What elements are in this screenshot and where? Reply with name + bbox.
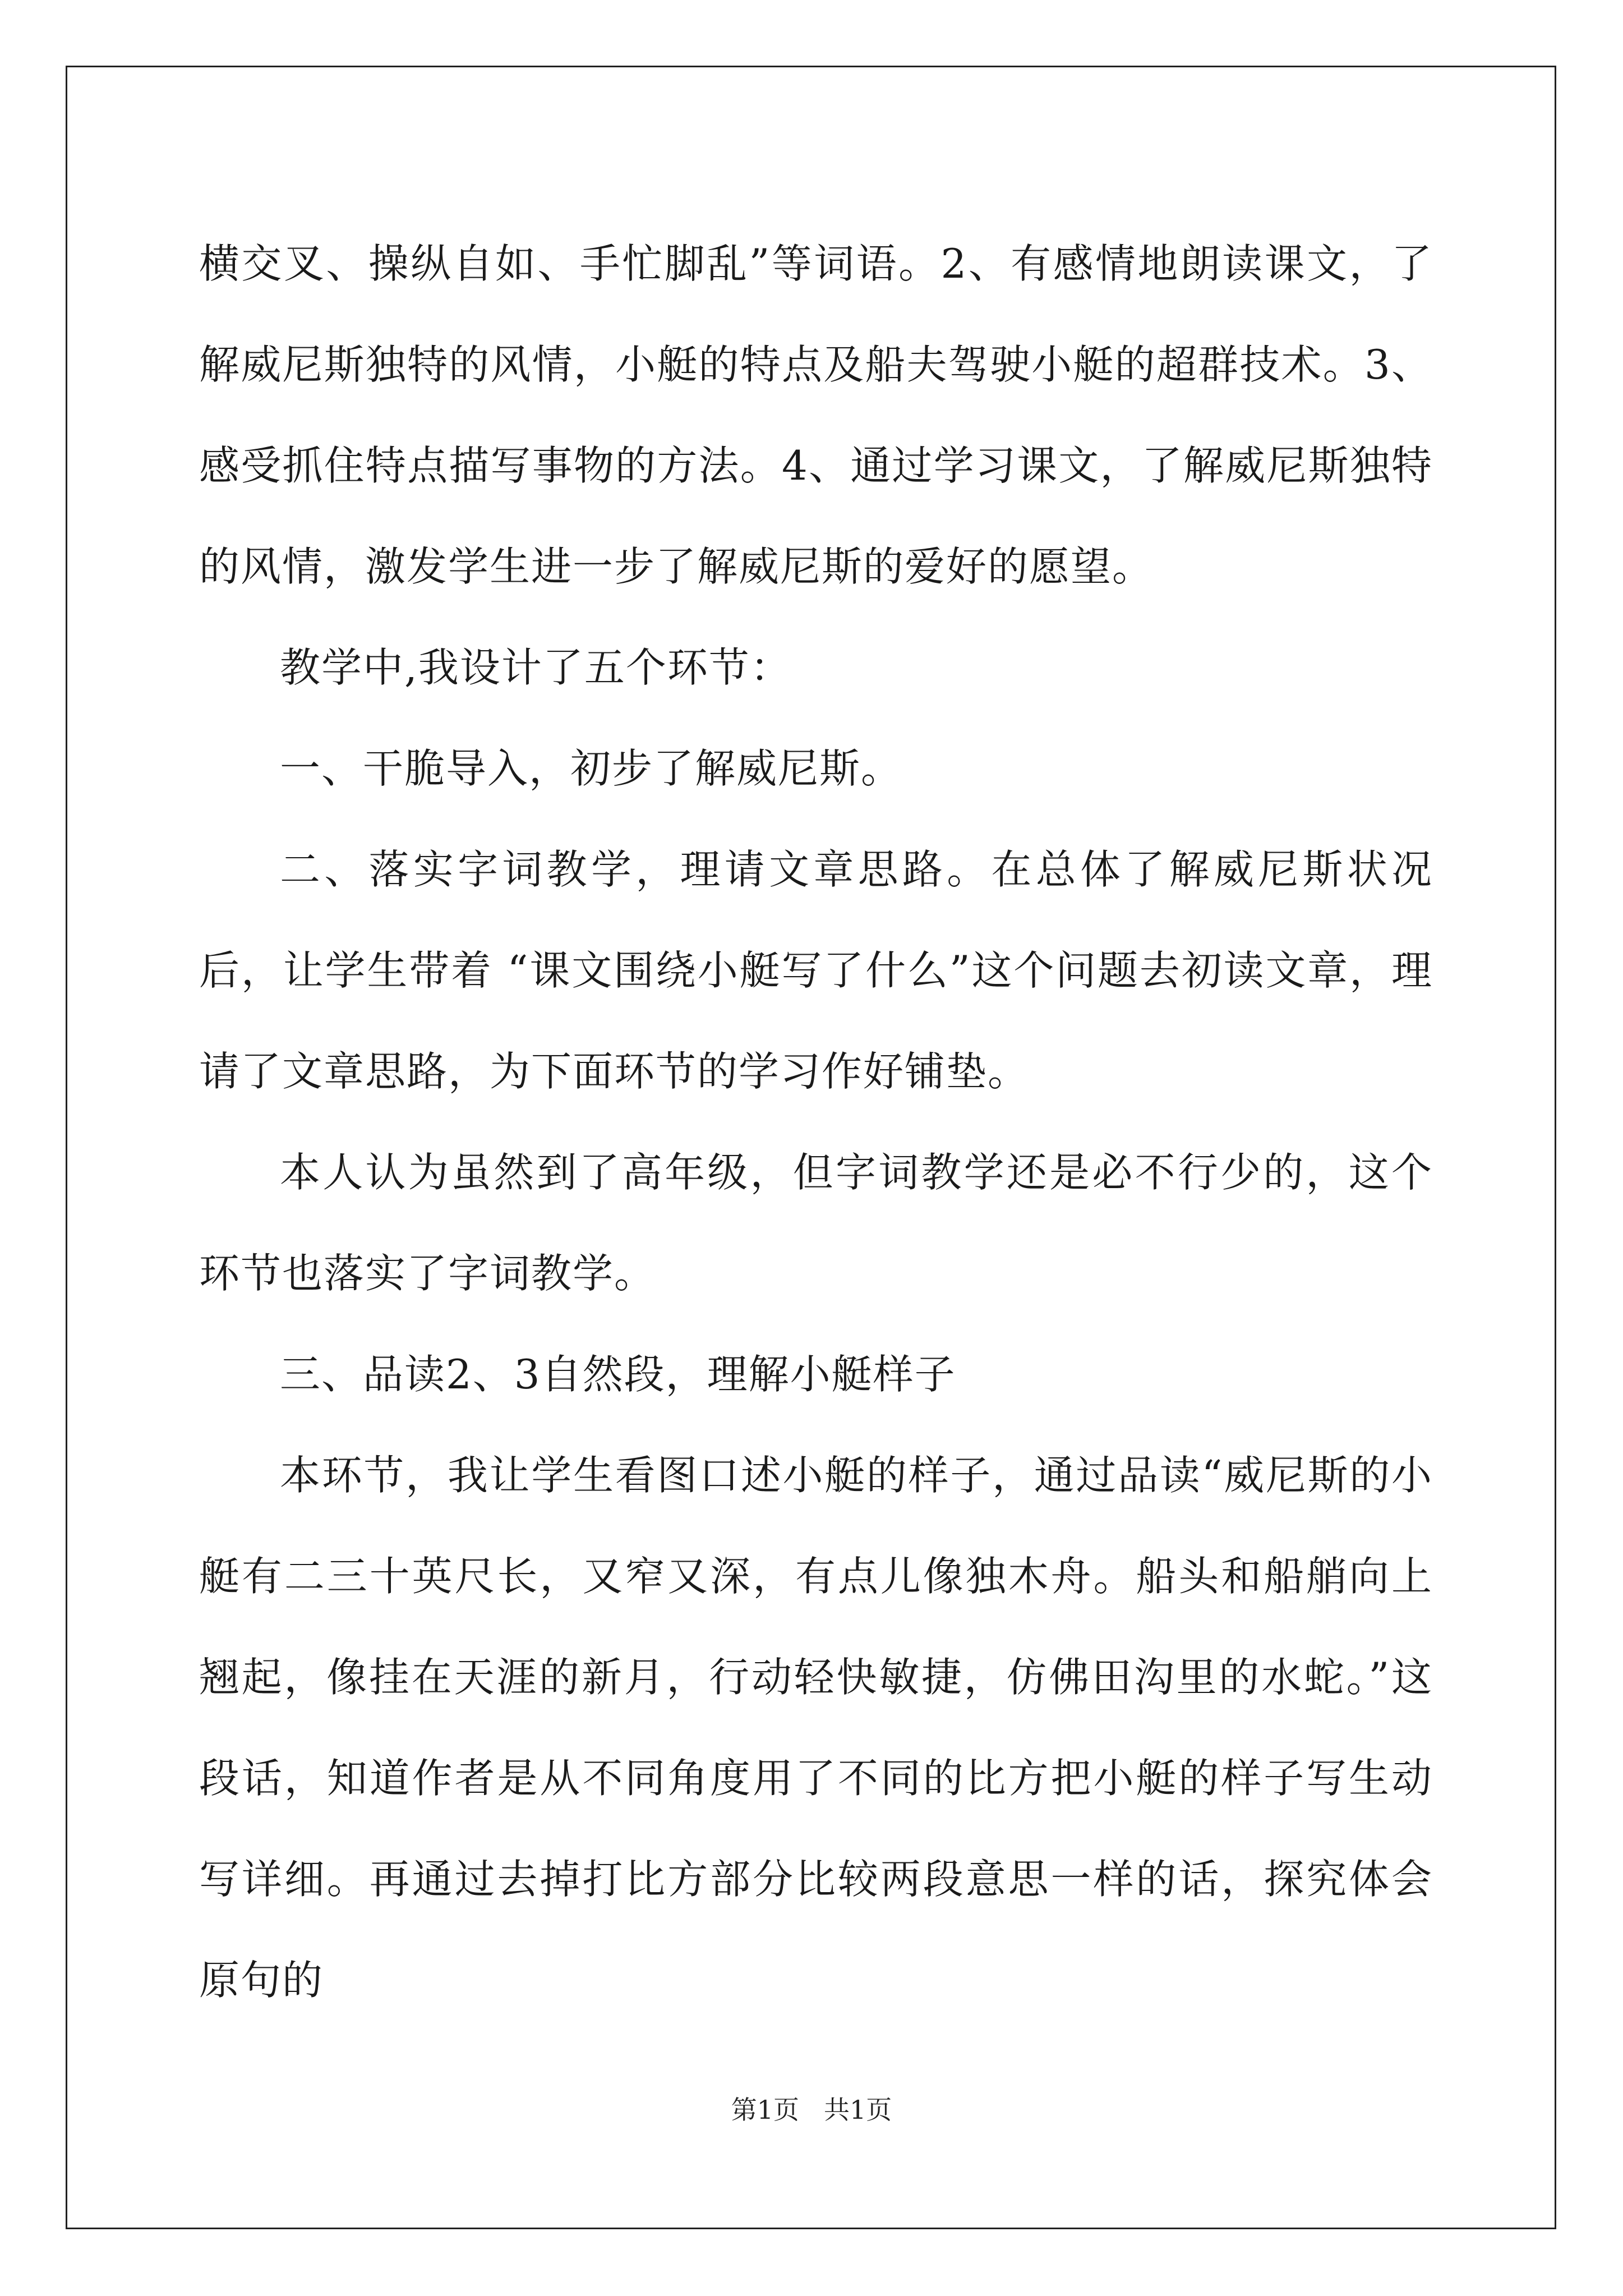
paragraph-7: 本环节，我让学生看图口述小艇的样子，通过品读“威尼斯的小艇有二三十英尺长，又窄又深，有点儿像独木舟。船头和船艄向上翘起，像挂在天涯的新月，行动轻快敏捷，仿佛田沟里的水蛇。”这段话，知道作者是从不同角度用了不同的比方把小艇的样子写生动写详细。再通过去掉打比方部分比较两段意思一样的话，探究体会原句的 — [199, 1452, 1433, 2004]
paragraph-5: 本人认为虽然到了高年级，但字词教学还是必不行少的，这个环节也落实了字词教学。 — [199, 1149, 1433, 1297]
paragraph-3: 一、干脆导入，初步了解威尼斯。 — [280, 745, 903, 792]
page-total: 共1页 — [824, 2095, 892, 2125]
document-body — [199, 213, 1433, 2031]
page-footer — [0, 2090, 1623, 2127]
page-number: 第1页 — [731, 2095, 799, 2125]
paragraph-6: 三、品读2、3自然段，理解小艇样子 — [280, 1351, 956, 1398]
paragraph-4: 二、落实字词教学，理请文章思路。在总体了解威尼斯状况后，让学生带着 “课文围绕小艇写了什么”这个问题去初读文章，理请了文章思路，为下面环节的学习作好铺垫。 — [199, 846, 1433, 1095]
paragraph-1: 横交叉、操纵自如、手忙脚乱”等词语。2、有感情地朗读课文，了解威尼斯独特的风情，小艇的特点及船夫驾驶小艇的超群技术。3、感受抓住特点描写事物的方法。4、通过学习课文，了解威尼斯独特的风情，激发学生进一步了解威尼斯的爱好的愿望。 — [199, 240, 1433, 590]
paragraph-2: 教学中,我设计了五个环节： — [280, 644, 792, 691]
